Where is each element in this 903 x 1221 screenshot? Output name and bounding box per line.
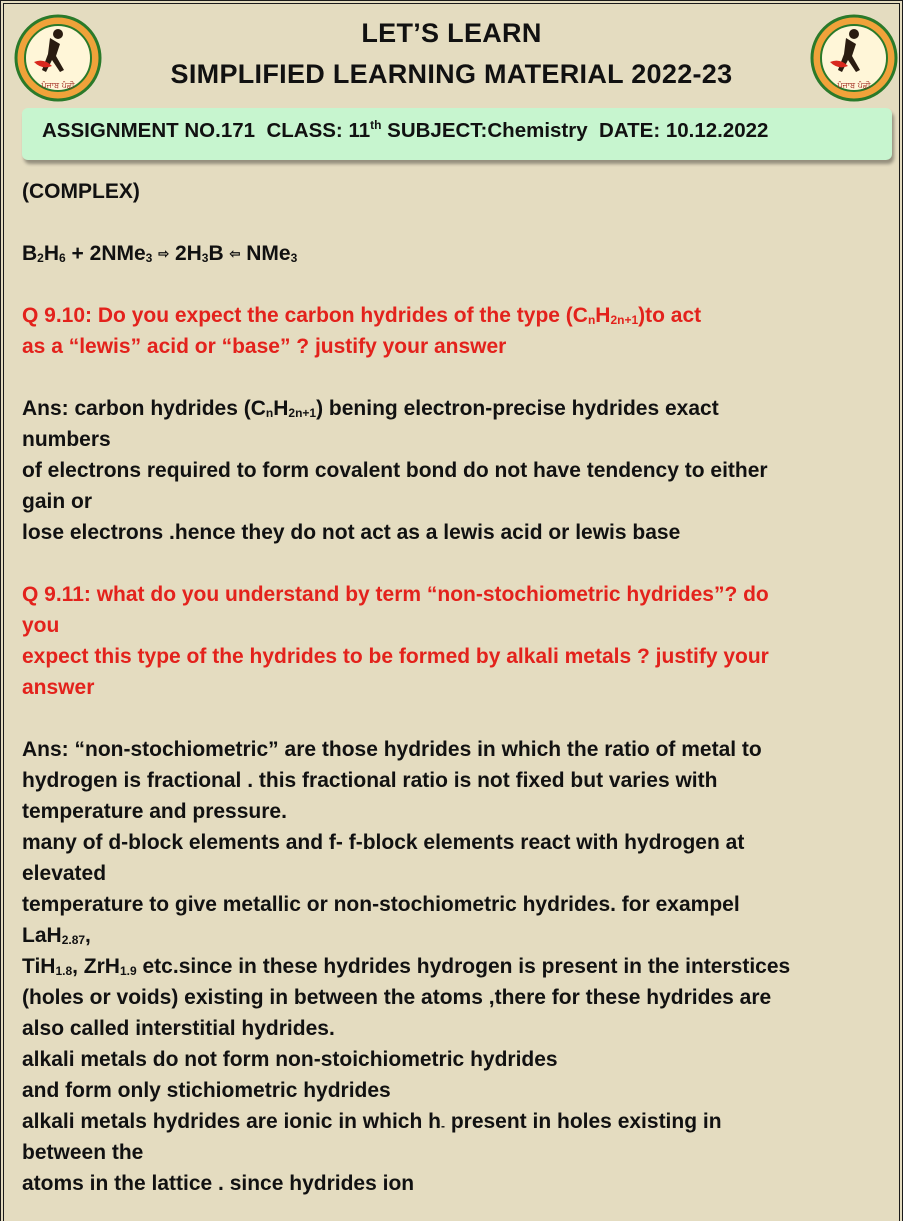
subject-label: SUBJECT:Chemistry [387, 119, 588, 142]
svg-text:ਪੰਜਾਬ ਪੰਛੀ: ਪੰਜਾਬ ਪੰਛੀ [41, 81, 75, 90]
section-heading: (COMPLEX) [22, 180, 140, 203]
question-9-11: Q 9.11: what do you understand by term “non-stochiometric hydrides”? do you expect this type of the hydrides to be formed by alkali metals ? justify your answer [22, 583, 769, 699]
class-sup: th [370, 118, 382, 132]
title-simplified-learning: SIMPLIFIED LEARNING MATERIAL 2022-23 [170, 59, 733, 89]
right-arrow-icon: ⇨ [158, 246, 170, 261]
svg-text:ਪੰਜਾਬ ਪੰਛੀ: ਪੰਜਾਬ ਪੰਛੀ [837, 81, 871, 90]
assignment-banner [22, 108, 892, 160]
answer-9-10: Ans: carbon hydrides $(C_nH_{2n+1})$ bening electron-precise hydrides exact numbers of electrons required to form covalent bond do not have tendency to either gain or lose electrons .hence they do not act as a lewis acid or lewis base [22, 397, 768, 544]
answer-9-11: Ans: “non-stochiometric” are those hydrides in which the ratio of metal to hydrogen is fractional . this fractional ratio is not fixed but varies with temperature and pressure. many of d-block elements and f- f-block elements react with hydrogen at elevated temperature to give metallic or non-stochiometric hydrides. for exampel LaH$_{2.87}$, TiH$_{1.8}$, ZrH$_{1.9}$ etc.since in these hydrides hydrogen is present in the interstices (holes or voids) existing in between the atoms ,there for these hydrides are also called interstitial hydrides. alkali metals do not form non-stoichiometric hydrides and form only stichiometric hydrides alkali metals hydrides are ionic in which $h_-$ present in holes existing in between the atoms in the lattice . since hydrides ion [22, 738, 791, 1195]
content-body [22, 176, 892, 1199]
reaction-equation: $B_2H_6 + 2NMe_3$ ⇨ $2H_3B$ ⇦ NMe$_3$ [22, 242, 298, 265]
assignment-number: ASSIGNMENT NO.171 [42, 119, 256, 142]
title-lets-learn: LET’S LEARN [361, 18, 542, 48]
class-label: CLASS: 11 [266, 119, 371, 142]
date-label: DATE: 10.12.2022 [599, 119, 769, 142]
left-arrow-icon: ⇦ [229, 246, 241, 261]
question-9-10: Q 9.10: Do you expect the carbon hydrides of the type $(C_nH_{2n+1})to$ act as a “lewis” acid or “base” ? justify your answer [22, 304, 702, 358]
